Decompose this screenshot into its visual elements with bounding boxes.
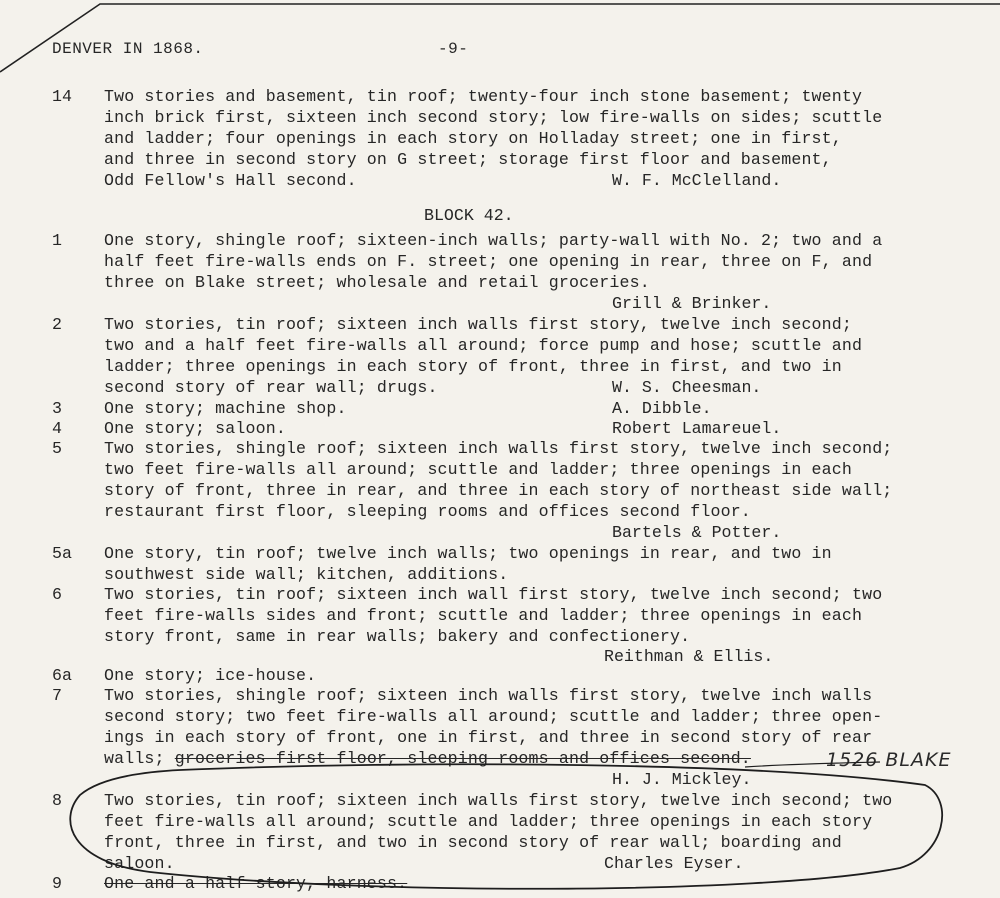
owner-name: W. F. McClelland.	[612, 171, 782, 190]
entry-line: One story; machine shop.	[104, 399, 347, 418]
entry-line: three on Blake street; wholesale and retail groceries.	[104, 273, 650, 292]
entry-number: 9	[52, 874, 62, 893]
entry-number: 6a	[52, 666, 72, 685]
entry-number: 6	[52, 585, 62, 604]
entry-number: 2	[52, 315, 62, 334]
entry-line: One story; saloon.	[104, 419, 286, 438]
entry-line: second story of rear wall; drugs.	[104, 378, 438, 397]
entry-line: story front, same in rear walls; bakery and confectionery.	[104, 627, 691, 646]
entry-number: 4	[52, 419, 62, 438]
entry-line-start: walls;	[104, 749, 165, 768]
entry-line: ladder; three openings in each story of front, three in first, and two in	[104, 357, 842, 376]
entry-number: 14	[52, 87, 72, 106]
struck-text: One and a half story, harness.	[104, 874, 408, 893]
entry-line: second story; two feet fire-walls all around; scuttle and ladder; three open-	[104, 707, 883, 726]
owner-name: Reithman & Ellis.	[604, 647, 774, 666]
entry-line: ings in each story of front, one in first, and three in second story of rear	[104, 728, 873, 747]
page-header	[52, 40, 952, 64]
entry-line: Two stories, tin roof; sixteen inch walls first story, twelve inch second;	[104, 315, 852, 334]
entry-line: Two stories, tin roof; sixteen inch walls first story, twelve inch second; two	[104, 791, 893, 810]
entry-line: feet fire-walls sides and front; scuttle and ladder; three openings in each	[104, 606, 863, 625]
entry-line: One story, tin roof; twelve inch walls; two openings in rear, and two in	[104, 544, 832, 563]
owner-name: Grill & Brinker.	[612, 294, 772, 313]
struck-text: groceries first floor, sleeping rooms and offices second.	[174, 749, 751, 768]
entry-line: Two stories, shingle roof; sixteen inch walls first story, twelve inch walls	[104, 686, 873, 705]
header-title: DENVER IN 1868.	[52, 40, 204, 58]
owner-name: Bartels & Potter.	[612, 523, 782, 542]
entry-line: feet fire-walls all around; scuttle and ladder; three openings in each story	[104, 812, 873, 831]
entry-line: Two stories and basement, tin roof; twenty-four inch stone basement; twenty	[104, 87, 863, 106]
block-title: BLOCK 42.	[424, 206, 514, 225]
entry-line: front, three in first, and two in second story of rear wall; boarding and	[104, 833, 842, 852]
entry-line: inch brick first, sixteen inch second story; low fire-walls on sides; scuttle	[104, 108, 883, 127]
owner-name: H. J. Mickley.	[612, 770, 752, 789]
entry-number: 1	[52, 231, 62, 250]
entry-number: 5a	[52, 544, 72, 563]
entry-line: half feet fire-walls ends on F. street; one opening in rear, three on F, and	[104, 252, 873, 271]
entry-line	[104, 748, 751, 769]
entry-line: and ladder; four openings in each story on Holladay street; one in first,	[104, 129, 842, 148]
entry-line: two feet fire-walls all around; scuttle and ladder; three openings in each	[104, 460, 852, 479]
entry-line: Two stories, shingle roof; sixteen inch walls first story, twelve inch second;	[104, 439, 893, 458]
entry-line: two and a half feet fire-walls all around; force pump and hose; scuttle and	[104, 336, 863, 355]
handwritten-note: 1526 BLAKE	[826, 749, 952, 771]
entry-line: southwest side wall; kitchen, additions.	[104, 565, 509, 584]
entry-line: story of front, three in rear, and three in each story of northeast side wall;	[104, 481, 893, 500]
entry-number: 3	[52, 399, 62, 418]
entry-line: One story; ice-house.	[104, 666, 317, 685]
owner-name: A. Dibble.	[612, 399, 712, 418]
entry-line: Two stories, tin roof; sixteen inch wall first story, twelve inch second; two	[104, 585, 883, 604]
entry-line: and three in second story on G street; storage first floor and basement,	[104, 150, 832, 169]
entry-line: Odd Fellow's Hall second.	[104, 171, 357, 190]
page-number: -9-	[438, 40, 469, 58]
owner-name: Charles Eyser.	[604, 854, 744, 873]
owner-name: W. S. Cheesman.	[612, 378, 762, 397]
entry-line: restaurant first floor, sleeping rooms and offices second floor.	[104, 502, 751, 521]
entry-number: 5	[52, 439, 62, 458]
entry-line: One story, shingle roof; sixteen-inch walls; party-wall with No. 2; two and a	[104, 231, 883, 250]
owner-name: Robert Lamareuel.	[612, 419, 782, 438]
entry-line: saloon.	[104, 854, 175, 873]
entry-number: 7	[52, 686, 62, 705]
entry-number: 8	[52, 791, 62, 810]
